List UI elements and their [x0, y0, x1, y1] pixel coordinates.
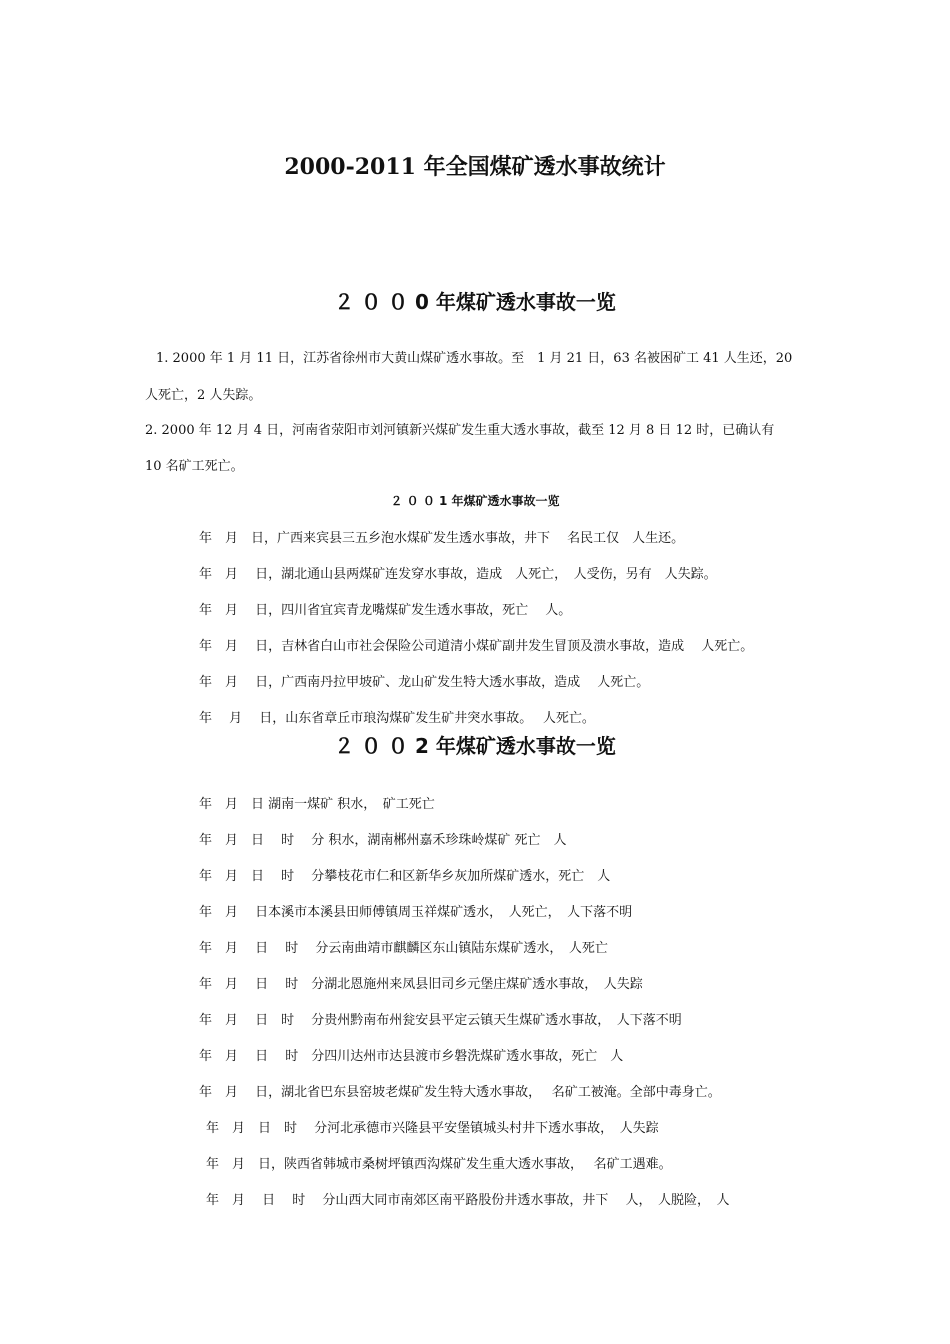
entry-2002-10: 年 月 日 时 分河北承德市兴隆县平安堡镇城头村井下透水事故， 人失踪: [206, 1121, 659, 1136]
section-heading-2000: ２ ０ ０ 0 年煤矿透水事故一览: [334, 290, 616, 314]
entry-2001-5: 年 月 日，广西南丹拉甲坡矿、龙山矿发生特大透水事故，造成 人死亡。: [199, 675, 650, 690]
entry-2002-6: 年 月 日 时 分湖北恩施州来凤县旧司乡元堡庄煤矿透水事故， 人失踪: [199, 977, 643, 992]
entry-2001-1: 年 月 日，广西来宾县三五乡泡水煤矿发生透水事故，井下 名民工仅 人生还。: [199, 531, 685, 546]
entry-2002-8: 年 月 日 时 分四川达州市达县渡市乡磐洗煤矿透水事故，死亡 人: [199, 1049, 624, 1064]
entry-2001-2: 年 月 日，湖北通山县两煤矿连发穿水事故，造成 人死亡， 人受伤，另有 人失踪。: [199, 567, 717, 582]
entry-2001-6: 年 月 日，山东省章丘市琅沟煤矿发生矿井突水事故。 人死亡。: [199, 711, 595, 726]
entry-2002-1: 年 月 日 湖南一煤矿 积水， 矿工死亡: [199, 797, 435, 812]
entry-2002-12: 年 月 日 时 分山西大同市南郊区南平路股份井透水事故，井下 人， 人脱险， 人: [206, 1193, 730, 1208]
entry-2002-4: 年 月 日本溪市本溪县田师傅镇周玉祥煤矿透水， 人死亡， 人下落不明: [199, 905, 633, 920]
document-title: 2000-2011 年全国煤矿透水事故统计: [284, 154, 666, 180]
entry-2002-5: 年 月 日 时 分云南曲靖市麒麟区东山镇陆东煤矿透水， 人死亡: [199, 941, 608, 956]
section-heading-2002: ２ ０ ０ 2 年煤矿透水事故一览: [334, 734, 616, 758]
entry-2000-2-line2: 10 名矿工死亡。: [145, 459, 244, 474]
entry-2001-4: 年 月 日，吉林省白山市社会保险公司道清小煤矿副井发生冒顶及溃水事故，造成 人死亡。: [199, 639, 754, 654]
entry-2002-2: 年 月 日 时 分 积水，湖南郴州嘉禾珍珠岭煤矿 死亡 人: [199, 833, 567, 848]
entry-2002-7: 年 月 日 时 分贵州黔南布州瓮安县平定云镇天生煤矿透水事故， 人下落不明: [199, 1013, 682, 1028]
entry-2001-3: 年 月 日，四川省宜宾青龙嘴煤矿发生透水事故，死亡 人。: [199, 603, 572, 618]
entry-2002-9: 年 月 日，湖北省巴东县窑坡老煤矿发生特大透水事故， 名矿工被淹。全部中毒身亡。: [199, 1085, 721, 1100]
entry-2002-11: 年 月 日，陕西省韩城市桑树坪镇西沟煤矿发生重大透水事故， 名矿工遇难。: [206, 1157, 672, 1172]
entry-2002-3: 年 月 日 时 分攀枝花市仁和区新华乡灰加所煤矿透水，死亡 人: [199, 869, 611, 884]
section-heading-2001: ２ ０ ０ 1 年煤矿透水事故一览: [390, 494, 560, 508]
entry-2000-1-line2: 人死亡，2 人失踪。: [145, 388, 262, 403]
entry-2000-1-line1: 1. 2000 年 1 月 11 日，江苏省徐州市大黄山煤矿透水事故。至 1 月 21 日，63 名被困矿工 41 人生还，20: [156, 351, 793, 366]
entry-2000-2-line1: 2. 2000 年 12 月 4 日，河南省荥阳市刘河镇新兴煤矿发生重大透水事故，截至 12 月 8 日 12 时，已确认有: [145, 423, 775, 438]
